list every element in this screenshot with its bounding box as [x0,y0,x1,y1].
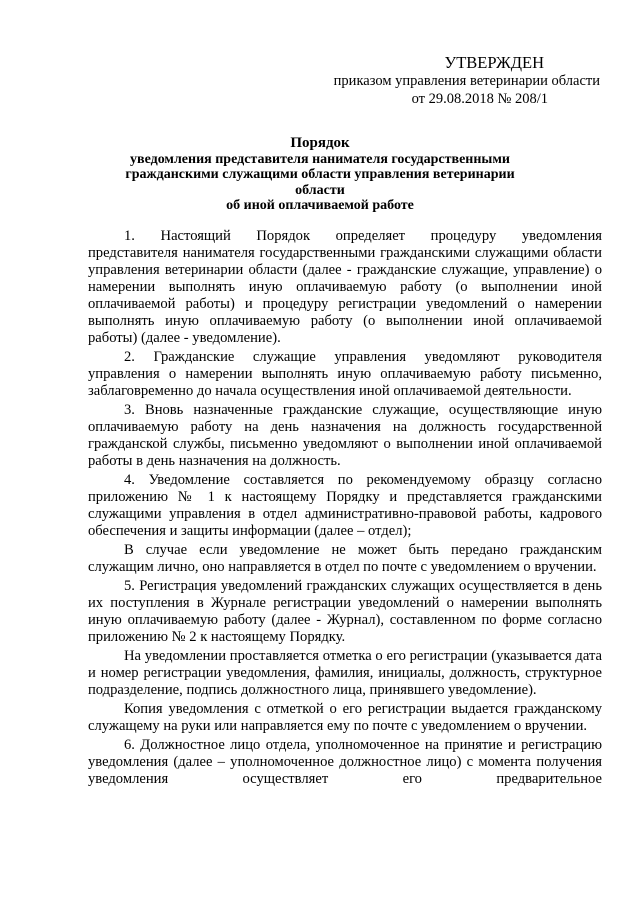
title-line-4: об иной оплачиваемой работе [226,198,414,213]
title-line-3: гражданскими служащими области управления ветеринарии области [125,167,515,198]
approval-stamp [300,54,600,108]
document-title [120,136,520,214]
paragraph-5-mark: На уведомлении проставляется отметка о его регистрации (указывается дата и номер регистрации уведомления, фамилия, инициалы, должность, структурное подразделение, подпись должностного лица, принявшего уведомление). [88,648,602,698]
approval-date: от 29.08.2018 № 208/1 [411,91,548,107]
paragraph-5: 5. Регистрация уведомлений гражданских служащих осуществляется в день их поступления в Журнале регистрации уведомлений о намерении выполнять иную оплачиваемую работу (далее - Журнал), составленном по форме согласно приложению № 2 к настоящему Порядку. [88,578,602,645]
title-line-2: уведомления представителя нанимателя государственными [130,151,510,167]
title-line-1: Порядок [290,135,350,151]
approval-heading: УТВЕРЖДЕН [444,53,544,72]
document-body [88,228,606,788]
paragraph-2: 2. Гражданские служащие управления уведомляют руководителя управления о намерении выполнять иную оплачиваемую работу письменно, заблаговременно до начала осуществления иной оплачиваемой деятельности. [88,349,602,399]
paragraph-3: 3. Вновь назначенные гражданские служащие, осуществляющие иную оплачиваемую работу на день назначения на должность государственной гражданской службы, письменно уведомляют о выполнении иной оплачиваемой работы в день назначения на должность. [88,402,602,469]
paragraph-6: 6. Должностное лицо отдела, уполномоченное на принятие и регистрацию уведомления (далее – уполномоченное должностное лицо) с момента получения уведомления осуществляет его предварительное [88,737,602,787]
paragraph-4: 4. Уведомление составляется по рекомендуемому образцу согласно приложению № 1 к настоящему Порядку и представляется гражданскими служащими управления в отдел административно-правовой работы, кадрового обеспечения и защиты информации (далее – отдел); [88,472,602,539]
paragraph-4-note: В случае если уведомление не может быть передано гражданским служащим лично, оно направляется в отдел по почте с уведомлением о вручении. [88,542,602,575]
approval-order: приказом управления ветеринарии области [333,73,600,89]
paragraph-1: 1. Настоящий Порядок определяет процедуру уведомления представителя нанимателя государственными гражданскими служащими области управления ветеринарии области (далее - гражданские служащие, управление) о намерении выполнять иную оплачиваемую работу (о выполнении иной оплачиваемой работы) и процедуру регистрации уведомлений о намерении выполнять иную оплачиваемую работу (о выполнении иной оплачиваемой работы) (далее - уведомление). [88,228,606,346]
paragraph-5-copy: Копия уведомления с отметкой о его регистрации выдается гражданскому служащему на руки или направляется ему по почте с уведомлением о вручении. [88,701,602,734]
